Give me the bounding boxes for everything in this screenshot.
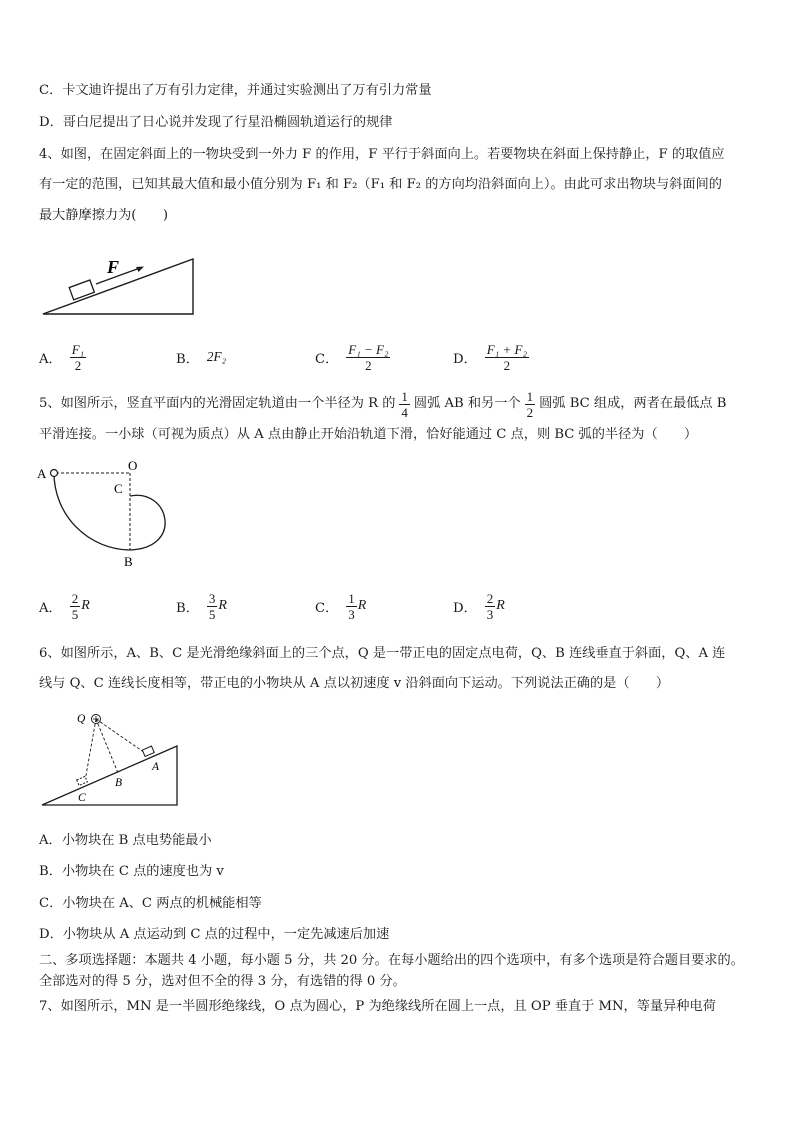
q5-option-a[interactable]: A． $\frac{2}{5}$ R <box>39 590 90 622</box>
section-2-heading-line-2: 全部选对的得 5 分，选对但不全的得 3 分，有选错的得 0 分。 <box>39 974 406 989</box>
q6-text-line-2: 线与 Q、C 连线长度相等，带正电的小物块从 A 点以初速度 v 沿斜面向下运动。下列说法正确的是（ ） <box>39 676 670 691</box>
block-at-c <box>77 776 88 785</box>
dashed-q-a <box>96 719 148 755</box>
block-at-a <box>142 746 154 756</box>
label-o: O <box>128 458 138 473</box>
fraction: $\frac{\text{F₁ − F₂}}{2}$ <box>348 341 389 373</box>
q4-option-b[interactable]: B． 2F₂ <box>176 349 227 367</box>
fraction: $\frac{\text{F₁}}{2}$ <box>71 341 85 373</box>
q4-options <box>39 337 759 377</box>
dashed-q-c <box>85 719 96 781</box>
label-a: A <box>37 466 47 481</box>
label-c: C <box>114 481 123 496</box>
q5-option-b[interactable]: B． $\frac{3}{5}$ R <box>176 590 227 622</box>
q6-option-c[interactable]: C．小物块在 A、C 两点的机械能相等 <box>39 896 262 911</box>
q6-text-line-1: 6、如图所示，A、B、C 是光滑绝缘斜面上的三个点，Q 是一带正电的固定点电荷，Q、B 连线垂直于斜面，Q、A 连 <box>39 646 726 661</box>
q4-text-line-2: 有一定的范围，已知其最大值和最小值分别为 F₁ 和 F₂（F₁ 和 F₂ 的方向均沿斜面向上）。由此可求出物块与斜面间的 <box>39 177 722 192</box>
q5-options <box>39 586 759 626</box>
q6-option-b[interactable]: B．小物块在 C 点的速度也为 v <box>39 864 224 879</box>
incline <box>42 746 177 805</box>
fraction: $\frac{1}{3}$ <box>348 590 355 622</box>
q4-text-line-1: 4、如图，在固定斜面上的一物块受到一外力 F 的作用，F 平行于斜面向上。若要物块在斜面上保持静止，F 的取值应 <box>39 147 725 162</box>
label-b: B <box>115 777 123 789</box>
fraction: $\frac{2}{3}$ <box>486 590 494 622</box>
q7-text-line-1: 7、如图所示，MN 是一半圆形绝缘线，O 点为圆心，P 为绝缘线所在圆上一点，且 OP 垂直于 MN，等量异种电荷 <box>39 999 716 1014</box>
label-q: Q <box>77 713 86 725</box>
fraction: $\frac{2}{5}$ <box>71 590 79 622</box>
quarter-fraction: $\frac{1}{4}$ <box>401 388 408 420</box>
half-arc-bc <box>130 495 165 550</box>
q4-incline-figure <box>40 252 200 320</box>
force-arrowhead <box>136 267 144 273</box>
ball <box>51 470 58 477</box>
force-label: F <box>107 257 120 277</box>
q6-option-d[interactable]: D．小物块从 A 点运动到 C 点的过程中，一定先减速后加速 <box>39 927 390 942</box>
label-b: B <box>124 554 133 569</box>
q4-option-c[interactable]: C． $\frac{\text{F₁ − F₂}}{2}$ <box>315 341 389 373</box>
q6-incline-figure <box>38 706 184 810</box>
q5-text-line-1: 5、如图所示，竖直平面内的光滑固定轨道由一个半径为 R 的 $\frac{1}{4}$ 圆弧 AB 和另一个 $\frac{1}{2}$ 圆弧 BC 组成，两者在最低点 B <box>39 388 727 420</box>
label-c: C <box>78 792 86 804</box>
q4-option-d[interactable]: D． $\frac{\text{F₁ + F₂}}{2}$ <box>453 341 527 373</box>
q5-option-d[interactable]: D． $\frac{2}{3}$ R <box>453 590 505 622</box>
fraction: $\frac{3}{5}$ <box>208 590 216 622</box>
q6-option-a[interactable]: A．小物块在 B 点电势能最小 <box>39 833 212 848</box>
q5-option-c[interactable]: C． $\frac{1}{3}$ R <box>315 590 367 622</box>
dashed-q-b <box>96 719 118 773</box>
q5-text-line-2: 平滑连接。一小球（可视为质点）从 A 点由静止开始沿轨道下滑，恰好能通过 C 点，则 BC 弧的半径为（ ） <box>39 427 698 442</box>
option-c-previous-question: C．卡文迪许提出了万有引力定律，并通过实验测出了万有引力常量 <box>39 83 432 98</box>
option-d-previous-question: D．哥白尼提出了日心说并发现了行星沿椭圆轨道运行的规律 <box>39 115 393 130</box>
half-fraction: $\frac{1}{2}$ <box>526 388 534 420</box>
q5-track-figure <box>34 456 174 572</box>
q4-option-a[interactable]: A． $\frac{\text{F₁}}{2}$ <box>39 341 85 373</box>
label-a: A <box>152 761 160 773</box>
q4-text-line-3: 最大静摩擦力为( ) <box>39 208 168 223</box>
fraction: $\frac{\text{F₁ + F₂}}{2}$ <box>486 341 527 373</box>
section-2-heading-line-1: 二、多项选择题：本题共 4 小题，每小题 5 分，共 20 分。在每小题给出的四个选项中，有多个选项是符合题目要求的。 <box>39 953 744 968</box>
